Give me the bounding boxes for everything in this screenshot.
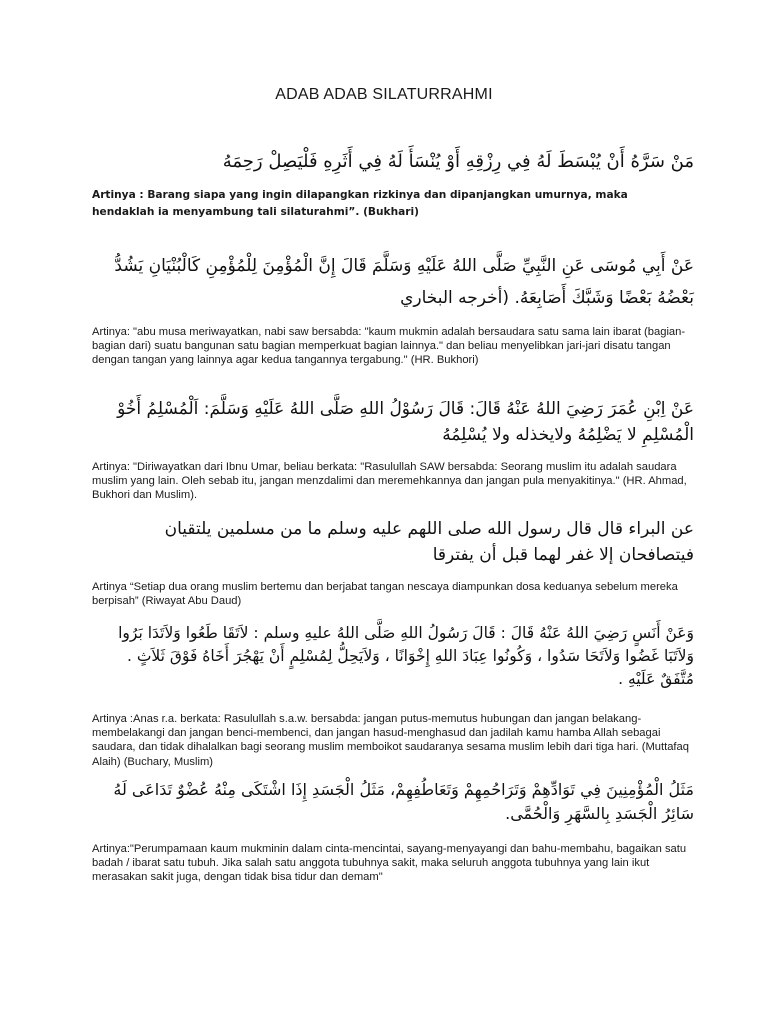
hadith-arabic-text: مَنْ سَرَّهُ أَنْ يُبْسَطَ لَهُ فِي رِزْقِهِ أَوْ يُنْسَأَ لَهُ فِي أَثَرِهِ فَلْيَصِلْ رَحِمَهُ: [222, 151, 694, 172]
hadith-translation: Artinya: "Diriwayatkan dari Ibnu Umar, beliau berkata: "Rasulullah SAW bersabda: Seorang muslim itu adalah saudara muslim yang lain. Oleh sebab itu, jangan menzdalimi dan meremehkannya dan jangan pula menyakitinya." (HR. Ahmad, Bukhori dan Muslim).: [92, 461, 687, 502]
hadith-translation: Artinya:"Perumpamaan kaum mukminin dalam cinta-mencintai, sayang-menyayangi dan bahu-membahu, bagaikan satu badah / ibarat satu tubuh. Jika salah satu anggota tubuhnya sakit, maka seluruh anggota tubuhnya yang lain ikut merasakan sakit juga, dengan tidak bisa tidur dan demam": [92, 843, 687, 884]
hadith-translation: Artinya :Anas r.a. berkata: Rasulullah s.a.w. bersabda: jangan putus-memutus hubungan dan jangan belakang-membelakangi dan jangan benci-membenci, dan jangan hasud-menghasud dan jadilah kamu hamba Allah sebagai saudara, dan tidak dihalalkan bagi seorang muslim memboikot saudaranya sesama muslim lebih dari tiga hari. (Muttafaq Alaih) (Buchary, Muslim): [92, 713, 689, 768]
page-title: ADAB ADAB SILATURRAHMI: [275, 86, 493, 103]
hadith-arabic-text: عَنْ أَبِي مُوسَى عَنِ النَّبِيِّ صَلَّى اللهُ عَلَيْهِ وَسَلَّمَ قَالَ إِنَّ الْمُؤْمِنَ لِلْمُؤْمِنِ كَالْبُنْيَانِ يَشُدُّ بَعْضُهُ بَعْضًا وَشَبَّكَ أَصَابِعَهُ. (أخرجه البخاري: [114, 256, 694, 308]
hadith-arabic-text: عَنْ اِبْنِ عُمَرَ رَضِيَ اللهُ عَنْهُ قَالَ: قَالَ رَسُوْلُ اللهِ صَلَّى اللهُ عَلَيْهِ وَسَلَّمَ: اَلْمُسْلِمُ أَخُوْ الْمُسْلِمِ لا يَضْلِمُهُ ولايخذله ولا يُسْلِمُهُ: [117, 399, 694, 445]
hadith-arabic-text: وَعَنْ أَنَسٍ رَضِيَ اللهُ عَنْهُ قَالَ : قَالَ رَسُولُ اللهِ صَلَّى اللهُ عليهِ وسلم : لاَتَقَا طَعُوا وَلاَتَدَا بَرُوا وَلاَتَبَا غَضُوا وَلاَتَحَا سَدُوا ، وَكُونُوا عِبَادَ اللهِ إِخْوَانًا ، وَلاَيَحِلُّ لِمُسْلِمٍ أَنْ يَهْجُرَ أَخَاهُ فَوْقَ ثَلاَثٍ . مُتَّفَقٌ عَلَيْهِ .: [118, 624, 694, 688]
hadith-arabic-text: مَثَلُ الْمُؤْمِنِينَ فِي تَوَادِّهِمْ وَتَرَاحُمِهِمْ وَتَعَاطُفِهِمْ، مَثَلُ الْجَسَدِ إِذَا اشْتَكَى مِنْهُ عُضْوٌ تَدَاعَى لَهُ سَائِرُ الْجَسَدِ بِالسَّهَرِ وَالْحُمَّى.: [113, 780, 694, 823]
hadith-translation: Artinya : Barang siapa yang ingin dilapangkan rizkinya dan dipanjangkan umurnya, maka hendaklah ia menyambung tali silaturahmi”. (Bukhari): [92, 189, 628, 218]
hadith-arabic-text: عن البراء قال قال رسول الله صلى اللهم عليه وسلم ما من مسلمين يلتقيان فيتصافحان إلا غفر لهما قبل أن يفترقا: [164, 519, 694, 565]
hadith-translation: Artinya: "abu musa meriwayatkan, nabi saw bersabda: "kaum mukmin adalah bersaudara satu sama lain ibarat (bagian-bagian dari) suatu bangunan satu bagian memperkuat bagian lainnya." dan beliau menyelibkan jari-jari disatu tangan dengan tangan yang lainnya agar kedua tangannya tergabung." (HR. Bukhori): [92, 326, 686, 367]
hadith-translation: Artinya “Setiap dua orang muslim bertemu dan berjabat tangan nescaya diampunkan dosa keduanya sebelum mereka berpisah” (Riwayat Abu Daud): [92, 581, 678, 608]
